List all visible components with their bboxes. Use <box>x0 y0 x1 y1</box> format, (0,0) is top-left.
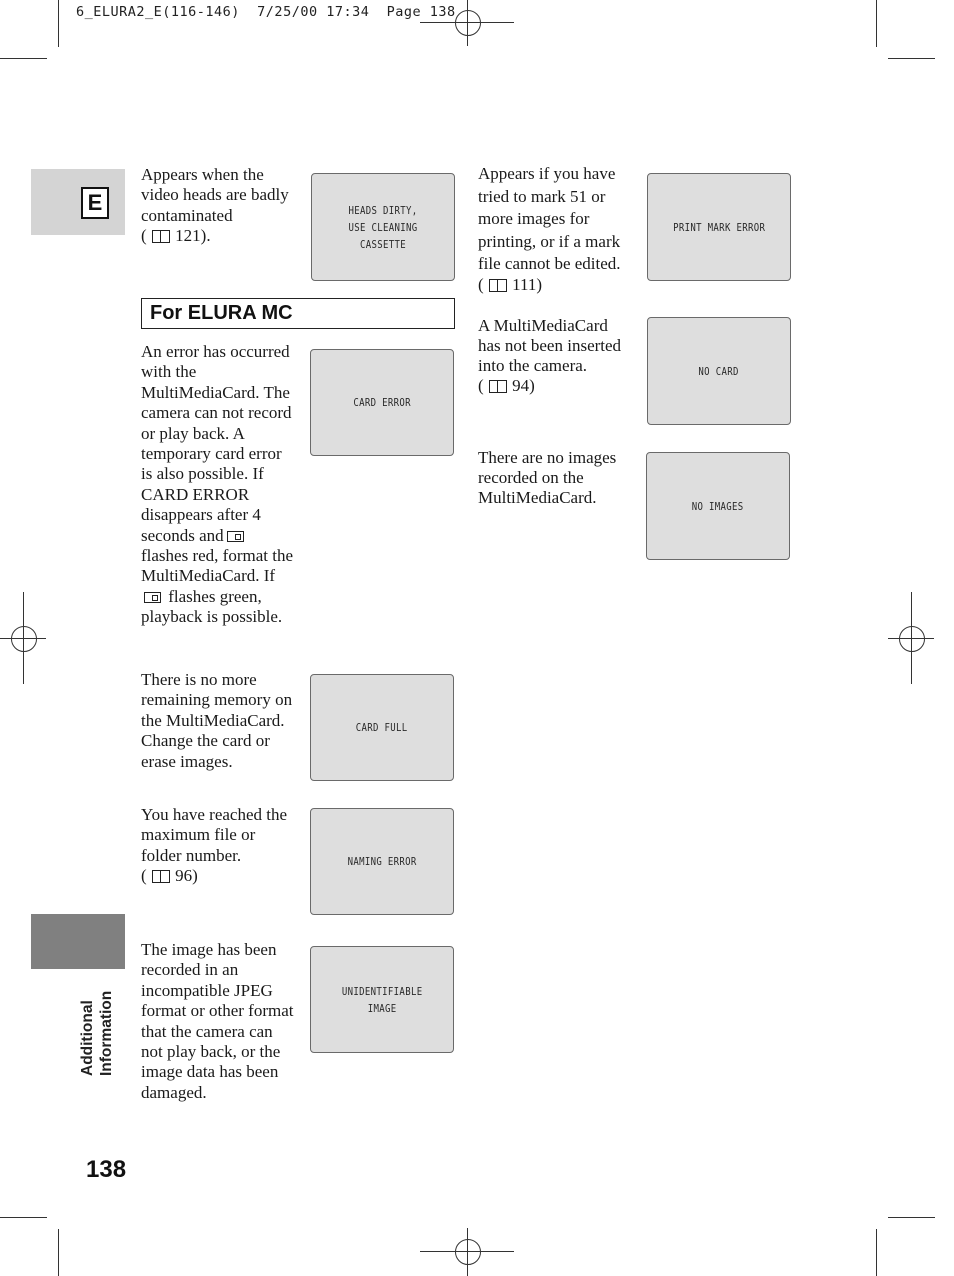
card-error-screen: CARD ERROR <box>310 349 454 456</box>
page-number: 138 <box>86 1156 127 1183</box>
print-mark-error-screen: PRINT MARK ERROR <box>647 173 791 281</box>
language-tab <box>31 169 125 235</box>
print-mark-error-description: Appears if you have tried to mark 51 or more images for printing, or if a mark file cannot be edited. ( 111) <box>478 164 621 294</box>
naming-error-description: You have reached the maximum file or folder number. ( 96) <box>141 805 288 886</box>
card-icon <box>227 531 244 542</box>
no-images-description: There are no images recorded on the MultiMediaCard. <box>478 448 617 507</box>
book-icon <box>152 870 170 883</box>
heads-dirty-screen: HEADS DIRTY, USE CLEANING CASSETTE <box>311 173 455 281</box>
no-card-description: A MultiMediaCard has not been inserted into the camera. ( 94) <box>478 316 622 395</box>
unidentifiable-image-description: The image has been recorded in an incompatible JPEG format or other format that the camera can not play back, or the image data has been damaged. <box>141 940 294 1102</box>
print-slug: 6_ELURA2_E(116-146) 7/25/00 17:34 Page 138 <box>76 4 456 20</box>
heads-dirty-description: Appears when the video heads are badly contaminated ( 121). <box>141 165 289 246</box>
card-icon <box>144 592 161 603</box>
no-images-screen: NO IMAGES <box>646 452 790 560</box>
section-tab <box>31 914 125 969</box>
card-error-description: An error has occurred with the MultiMediaCard. The camera can not record or play back. A temporary card error is also possible. If CARD ERROR disappears after 4 seconds and flashes red, format the MultiMediaCard. If flashes green, playback is possible. <box>141 342 293 627</box>
book-icon <box>489 279 507 292</box>
book-icon <box>489 380 507 393</box>
card-full-screen: CARD FULL <box>310 674 454 781</box>
naming-error-screen: NAMING ERROR <box>310 808 454 915</box>
section-heading: For ELURA MC <box>141 298 455 329</box>
card-full-description: There is no more remaining memory on the MultiMediaCard. Change the card or erase images. <box>141 670 293 771</box>
section-label: Additional Information <box>79 990 115 1076</box>
book-icon <box>152 230 170 243</box>
language-letter: E <box>81 187 109 219</box>
unidentifiable-image-screen: UNIDENTIFIABLE IMAGE <box>310 946 454 1053</box>
no-card-screen: NO CARD <box>647 317 791 425</box>
